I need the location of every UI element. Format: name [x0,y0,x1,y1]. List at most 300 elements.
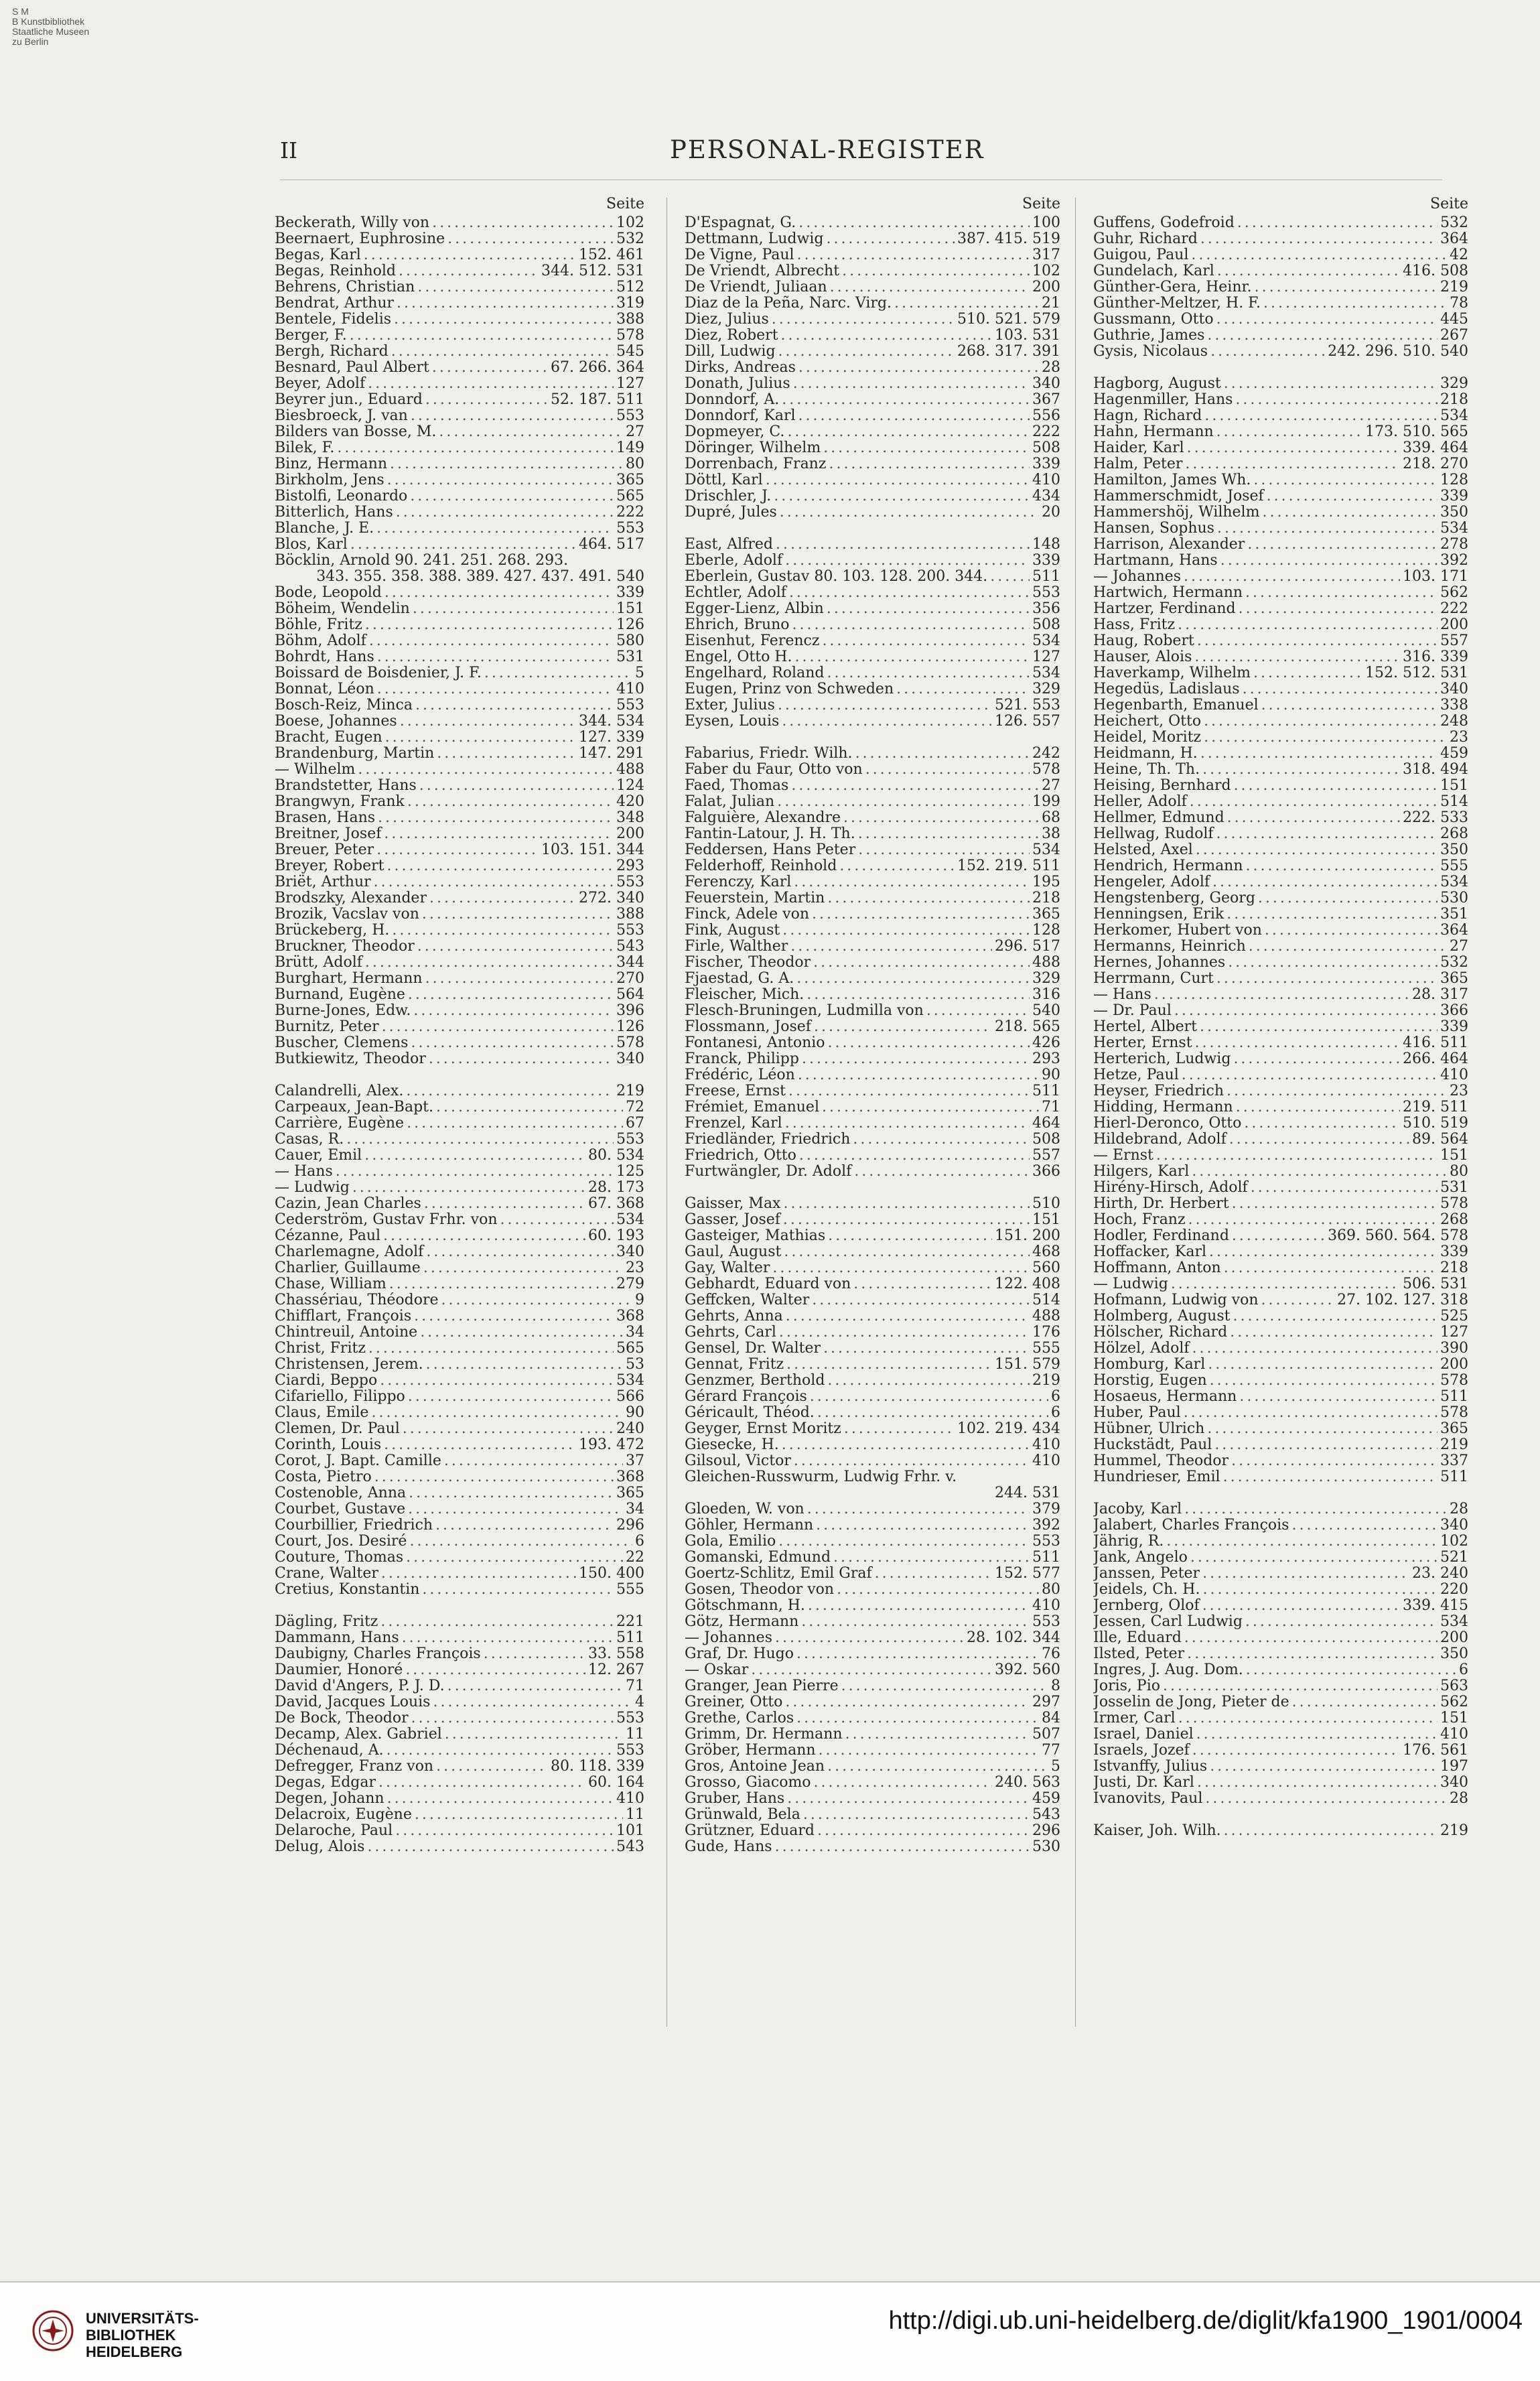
dot-leader [775,1839,1030,1855]
entry-pages: 6 [635,1534,644,1550]
entry-name: Hass, Fritz [1093,617,1176,633]
entry-pages: 268 [1440,1212,1468,1228]
entry-pages: 339 [1440,1244,1468,1260]
seite-header: Seite [1022,196,1060,212]
dot-leader [1265,923,1438,939]
source-url-link[interactable]: http://digi.ub.uni-heidelberg.de/diglit/kfa1900_1901/0004 [888,2307,1523,2335]
dot-leader [387,1743,614,1759]
entry-pages: 71 [626,1678,644,1694]
dot-leader [796,1646,1039,1662]
entry-name: De Vriendt, Juliaan [685,279,827,295]
dot-leader [813,955,1030,971]
entry-pages: 553 [616,1710,644,1726]
entry-name: Gomanski, Edmund [685,1550,831,1566]
register-entry [275,408,644,424]
register-entry [685,1341,1060,1357]
entry-pages: 149 [616,440,644,456]
register-entry [1093,633,1468,649]
dot-leader [828,1228,992,1244]
register-entry [1093,971,1468,987]
entry-name: Horstig, Eugen [1093,1373,1207,1389]
entry-pages: 151 [1032,1212,1060,1228]
dot-leader [830,279,1030,295]
entry-pages: 339 [1440,488,1468,504]
entry-name: Gaisser, Max [685,1196,781,1212]
register-entry [1093,1228,1468,1244]
entry-pages: 365 [616,472,644,488]
entry-pages: 103. 531 [995,328,1060,344]
dot-leader [406,1083,614,1099]
dot-leader [380,1373,614,1389]
entry-pages: 488 [1032,955,1060,971]
entry-pages: 293 [1032,1051,1060,1067]
entry-name: — Johannes [685,1630,772,1646]
register-entry [1093,1099,1468,1115]
entry-pages: 329 [1440,376,1468,392]
entry-name: Burnitz, Peter [275,1019,379,1035]
dot-leader [828,1035,1030,1051]
entry-name: Daumier, Honoré [275,1662,403,1678]
register-entry [685,376,1060,392]
register-entry [275,971,644,987]
entry-name: Burnand, Eugène [275,987,405,1003]
dot-leader [368,1341,614,1357]
entry-name: Guthrie, James [1093,328,1205,344]
register-entry [275,1212,644,1228]
entry-name: Heller, Adolf [1093,794,1187,810]
entry-pages: 176. 561 [1403,1743,1468,1759]
register-entry [685,1726,1060,1743]
entry-name: Eysen, Louis [685,713,780,730]
entry-pages: 150. 400 [579,1566,644,1582]
register-entry [685,1630,1060,1646]
register-entry [275,1823,644,1839]
register-entry [685,424,1060,440]
section-gap [685,1180,1060,1196]
entry-name: Ivanovits, Paul [1093,1791,1203,1807]
entry-name: Boissard de Boisdenier, J. F. [275,665,482,681]
register-entry [1093,440,1468,456]
dot-leader [405,1662,585,1678]
entry-name: Gehrts, Carl [685,1324,776,1341]
entry-pages: 80. 534 [588,1148,644,1164]
dot-leader [1230,1324,1438,1341]
entry-pages: 127 [1440,1324,1468,1341]
dot-leader [1182,1067,1438,1083]
entry-pages: 102 [1440,1534,1468,1550]
dot-leader [1166,1534,1438,1550]
entry-name: De Bock, Theodor [275,1710,409,1726]
register-entry [1093,215,1468,231]
entry-name: Dopmeyer, C. [685,424,785,440]
dot-leader [365,955,614,971]
entry-pages: 316. 339 [1403,649,1468,665]
dot-leader [798,408,1030,424]
entry-name: Brangwyn, Frank [275,794,405,810]
register-entry [275,215,644,231]
entry-pages: 219 [616,1083,644,1099]
register-entry [275,1807,644,1823]
dot-leader [827,890,1030,906]
dot-leader [1194,649,1400,665]
entry-name: Döttl, Karl [685,472,763,488]
entry-pages: 468 [1032,1244,1060,1260]
dot-leader [1184,1405,1438,1421]
register-entry [275,1083,644,1099]
register-entry [275,1839,644,1855]
entry-pages: 365 [1440,971,1468,987]
entry-name: Hegedüs, Ladislaus [1093,681,1240,697]
register-entry [1093,1164,1468,1180]
section-gap [1093,1807,1468,1823]
dot-leader [1190,794,1438,810]
entry-name: Eberlein, Gustav 80. 103. 128. 200. 344. [685,569,988,585]
dot-leader [445,1726,623,1743]
register-entry [275,906,644,923]
entry-pages: 339 [616,585,644,601]
register-entry [1093,826,1468,842]
dot-leader [853,1132,1030,1148]
entry-name: Cretius, Konstantin [275,1582,420,1598]
register-entry [275,1405,644,1421]
dot-leader [816,1517,1030,1534]
register-entry [275,1324,644,1341]
entry-pages: 344. 512. 531 [541,263,644,279]
dot-leader [1163,1678,1438,1694]
register-entry [275,1373,644,1389]
register-entry [1093,247,1468,263]
register-entry [275,472,644,488]
register-entry [275,730,644,746]
dot-leader [432,215,614,231]
dot-leader [447,231,614,247]
dot-leader [827,1373,1030,1389]
register-entry [275,521,644,537]
entry-pages: 367 [1032,392,1060,408]
entry-name: Delaroche, Paul [275,1823,393,1839]
entry-pages: 556 [1032,408,1060,424]
register-entry [275,1051,644,1067]
entry-name: Bosch-Reiz, Minca [275,697,413,713]
entry-pages: 27 [1042,778,1060,794]
dot-leader [336,1164,614,1180]
register-entry [275,1180,644,1196]
dot-leader [1217,521,1438,537]
dot-leader [1196,1726,1438,1743]
entry-name: Finck, Adele von [685,906,809,923]
dot-leader [823,1341,1030,1357]
entry-name: Fjaestad, G. A. [685,971,794,987]
entry-name: Breitner, Josef [275,826,382,842]
entry-pages: 340 [616,1051,644,1067]
register-entry [685,1373,1060,1389]
dot-leader [406,1550,623,1566]
entry-name: Harrison, Alexander [1093,537,1245,553]
register-entry [275,778,644,794]
dot-leader [1232,1228,1325,1244]
entry-name: Dill, Ludwig [685,344,776,360]
entry-pages: 410 [1440,1067,1468,1083]
register-entry [1093,617,1468,633]
register-entry [685,504,1060,521]
entry-name: Hölzel, Adolf [1093,1341,1190,1357]
entry-name: Blos, Karl [275,537,348,553]
dot-leader [875,1566,992,1582]
entry-name: Hagenmiller, Hans [1093,392,1233,408]
entry-name: Götz, Hermann [685,1614,799,1630]
register-entry [275,601,644,617]
dot-leader [387,1791,614,1807]
dot-leader [1200,231,1438,247]
register-entry [1093,344,1468,360]
entry-pages: 89. 564 [1412,1132,1468,1148]
register-entry [685,569,1060,585]
dot-leader [779,1324,1030,1341]
dot-leader [1202,1582,1438,1598]
register-entry [275,1485,644,1501]
entry-name: Franck, Philipp [685,1051,799,1067]
register-entry [1093,408,1468,424]
register-entry [1093,762,1468,778]
dot-leader [1223,1469,1438,1485]
register-column-3 [1093,196,1468,1839]
register-entry [275,858,644,874]
register-entry [685,1550,1060,1566]
dot-leader [1209,1244,1438,1260]
register-entry [1093,1115,1468,1132]
entry-pages: 317 [1032,247,1060,263]
entry-pages: 127 [1032,649,1060,665]
register-entry [685,328,1060,344]
dot-leader [433,1694,632,1710]
dot-leader [1171,1276,1400,1292]
dot-leader [785,553,1030,569]
entry-name: Fabarius, Friedr. Wilh. [685,746,853,762]
entry-pages-continued: 343. 355. 358. 388. 389. 427. 437. 491. 540 [316,569,644,585]
entry-name: Beernaert, Euphrosine [275,231,445,247]
register-entry [685,279,1060,295]
entry-name: Hamilton, James Wh. [1093,472,1251,488]
entry-pages: 339 [1032,456,1060,472]
dot-leader [397,295,614,312]
register-entry [275,617,644,633]
register-entry [685,488,1060,504]
entry-pages: 28 [1042,360,1060,376]
register-entry [275,537,644,553]
dot-leader [484,1646,585,1662]
entry-name: — Wilhelm [275,762,356,778]
entry-pages: 296 [616,1517,644,1534]
entry-pages: 534 [1440,408,1468,424]
entry-pages: 60. 193 [588,1228,644,1244]
page-number: II [280,137,298,163]
register-entry [275,553,644,569]
dot-leader [1224,1823,1438,1839]
register-entry [1093,1292,1468,1308]
dot-leader [422,1582,614,1598]
dot-leader [392,923,614,939]
entry-pages: 356 [1032,601,1060,617]
entry-pages: 562 [1440,585,1468,601]
entry-pages: 525 [1440,1308,1468,1324]
entry-pages: 387. 415. 519 [957,231,1060,247]
entry-name: Granger, Jean Pierre [685,1678,839,1694]
entry-pages: 197 [1440,1759,1468,1775]
entry-name: Charlier, Guillaume [275,1260,421,1276]
entry-name: David d'Angers, P. J. D. [275,1678,445,1694]
dot-leader [1210,1373,1438,1389]
dot-leader [990,569,1030,585]
entry-pages: 173. 510. 565 [1365,424,1468,440]
dot-leader [439,424,623,440]
register-entry [1093,553,1468,569]
entry-name: Heising, Bernhard [1093,778,1231,794]
dot-leader [794,874,1030,890]
entry-pages: 329 [1032,681,1060,697]
register-entry [275,1743,644,1759]
register-entry [685,263,1060,279]
entry-name: Dägling, Fritz [275,1614,378,1630]
dot-leader [844,1421,955,1437]
entry-name: Dettmann, Ludwig [685,231,824,247]
dot-leader [1192,1341,1438,1357]
entry-pages: 410 [1032,1453,1060,1469]
dot-leader [484,665,632,681]
register-entry [685,1646,1060,1662]
entry-pages: 293 [616,858,644,874]
dot-leader [858,826,1039,842]
entry-name: Huckstädt, Paul [1093,1437,1212,1453]
register-entry [1093,1775,1468,1791]
dot-leader [1191,247,1447,263]
entry-name: Beyer, Adolf [275,376,366,392]
dot-leader [376,842,539,858]
entry-pages: 514 [1032,1292,1060,1308]
register-entry [275,1228,644,1244]
dot-leader [807,1501,1030,1517]
dot-leader [1249,939,1447,955]
entry-pages: 337 [1440,1453,1468,1469]
register-entry [1093,987,1468,1003]
entry-name: Hildebrand, Adolf [1093,1132,1227,1148]
register-entry [685,778,1060,794]
register-entry [275,762,644,778]
dot-leader [1246,858,1438,874]
entry-pages: 426 [1032,1035,1060,1051]
entry-name: Hummel, Theodor [1093,1453,1229,1469]
entry-pages: 60. 164 [588,1775,644,1791]
entry-name: Drischler, J. [685,488,772,504]
entry-name: Hartwich, Hermann [1093,585,1243,601]
register-entry [1093,488,1468,504]
dot-leader [408,1501,623,1517]
dot-leader [424,1196,585,1212]
section-gap [685,730,1060,746]
register-entry [1093,1308,1468,1324]
dot-leader [782,1437,1030,1453]
entry-pages: 410 [1032,472,1060,488]
entry-pages: 521 [1440,1550,1468,1566]
entry-name: Furtwängler, Dr. Adolf [685,1164,852,1180]
register-entry [275,1341,644,1357]
dot-leader [789,585,1030,601]
dot-leader [1239,601,1438,617]
dot-leader [415,1807,623,1823]
entry-pages: 557 [1032,1148,1060,1164]
register-entry [1093,746,1468,762]
entry-name: Bistolfi, Leonardo [275,488,408,504]
register-entry [685,553,1060,569]
dot-leader [1174,1003,1438,1019]
entry-pages: 555 [1032,1341,1060,1357]
register-entry [1093,504,1468,521]
entry-name: Corot, J. Bapt. Camille [275,1453,441,1469]
register-entry [685,1453,1060,1469]
entry-pages: 23 [1450,1083,1468,1099]
entry-name: Eberle, Adolf [685,553,783,569]
entry-name: Christensen, Jerem. [275,1357,423,1373]
entry-pages: 52. 187. 511 [551,392,644,408]
section-gap [685,521,1060,537]
entry-name: Jank, Angelo [1093,1550,1188,1566]
entry-pages: 510. 521. 579 [957,312,1060,328]
entry-name: Jacoby, Karl [1093,1501,1182,1517]
entry-name: Degen, Johann [275,1791,384,1807]
entry-pages: 152. 219. 511 [957,858,1060,874]
entry-name: Dirks, Andreas [685,360,796,376]
entry-pages: 218. 565 [995,1019,1060,1035]
dot-leader [1210,344,1325,360]
entry-pages: 5 [1051,1759,1060,1775]
dot-leader [395,1823,614,1839]
dot-leader [1231,1453,1438,1469]
entry-pages: 578 [1440,1405,1468,1421]
dot-leader [346,1132,614,1148]
entry-name: Firle, Walther [685,939,788,955]
dot-leader [1187,440,1400,456]
entry-name: Janssen, Peter [1093,1566,1200,1582]
dot-leader [1178,617,1438,633]
entry-name: — Ludwig [275,1180,350,1196]
dot-leader [795,649,1030,665]
register-column-2 [685,196,1060,1855]
entry-pages: 508 [1032,617,1060,633]
entry-name: Eisenhut, Ferencz [685,633,820,649]
entry-pages: 28. 317 [1412,987,1468,1003]
dot-leader [775,1630,964,1646]
entry-pages: 221 [616,1614,644,1630]
entry-name: Daubigny, Charles François [275,1646,481,1662]
entry-name: Haverkamp, Wilhelm [1093,665,1251,681]
seite-header: Seite [1430,196,1468,212]
entry-name: Bilek, F. [275,440,335,456]
entry-name: Dammann, Hans [275,1630,399,1646]
dot-leader [441,1292,632,1308]
section-gap [1093,1485,1468,1501]
entry-name: Hosaeus, Hermann [1093,1389,1237,1405]
entry-name: Donath, Julius [685,376,790,392]
entry-pages: 339. 415 [1403,1598,1468,1614]
entry-name: Bitterlich, Hans [275,504,393,521]
register-entry [1093,1212,1468,1228]
entry-name: Gröber, Hermann [685,1743,816,1759]
dot-leader [447,1678,623,1694]
library-stamp [12,7,89,47]
register-entry [685,1099,1060,1115]
entry-name: Grimm, Dr. Hermann [685,1726,843,1743]
entry-name: Clemen, Dr. Paul [275,1421,400,1437]
dot-leader [382,1019,614,1035]
